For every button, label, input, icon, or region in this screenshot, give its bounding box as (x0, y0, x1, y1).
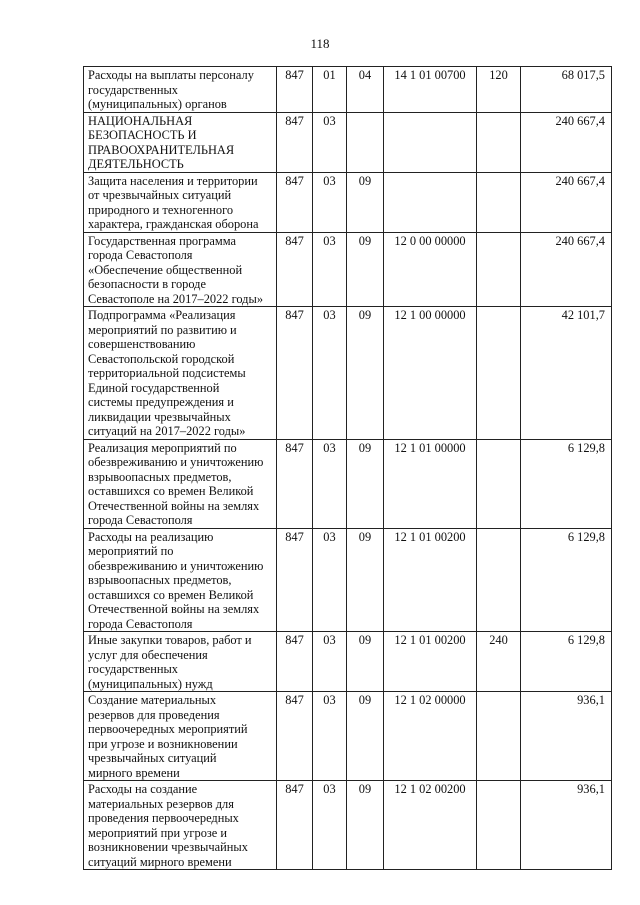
cell-item-name (84, 692, 277, 781)
cell-expense-type: 240 (477, 632, 521, 692)
cell-amount: 240 667,4 (521, 112, 612, 172)
cell-amount: 936,1 (521, 692, 612, 781)
table-row (84, 172, 612, 232)
cell-item-name (84, 232, 277, 307)
item-name-line: Отечественной войны на землях (88, 498, 260, 513)
item-name-line: БЕЗОПАСНОСТЬ И (88, 128, 197, 142)
cell-section-code: 01 (313, 67, 347, 113)
cell-subsection-code: 09 (347, 439, 384, 528)
cell-section-code: 03 (313, 781, 347, 870)
item-name-line: государственных (88, 82, 179, 97)
item-name-line: Расходы на выплаты персоналу (88, 68, 254, 82)
cell-expense-type (477, 232, 521, 307)
cell-target-article: 14 1 01 00700 (384, 67, 477, 113)
item-name-line: материальных резервов для (88, 796, 234, 811)
item-name-line: чрезвычайных ситуаций (88, 751, 217, 765)
item-name-line: ситуаций мирного времени (88, 854, 232, 869)
cell-target-article: 12 1 01 00200 (384, 632, 477, 692)
item-name-line: совершенствованию (88, 337, 196, 351)
table-row (84, 632, 612, 692)
cell-item-name (84, 632, 277, 692)
item-name-line: проведения первоочередных (88, 811, 239, 825)
cell-expense-type (477, 172, 521, 232)
cell-department-code: 847 (277, 307, 313, 440)
table-row (84, 232, 612, 307)
item-name-line: оставшихся со времен Великой (88, 587, 254, 602)
cell-item-name (84, 172, 277, 232)
cell-section-code: 03 (313, 692, 347, 781)
cell-expense-type (477, 307, 521, 440)
item-name-line: обезвреживанию и уничтожению (88, 558, 264, 573)
item-name-line: (муниципальных) нужд (88, 676, 213, 691)
item-name-line: услуг для обеспечения (88, 647, 208, 662)
budget-table-body (84, 67, 612, 870)
cell-amount: 936,1 (521, 781, 612, 870)
cell-item-name (84, 781, 277, 870)
item-name-line: взрывоопасных предметов, (88, 469, 232, 484)
item-name-line: города Севастополя (88, 513, 193, 527)
item-name-line: (муниципальных) органов (88, 97, 227, 111)
item-name-line: ликвидации чрезвычайных (88, 409, 231, 424)
table-row (84, 692, 612, 781)
cell-section-code: 03 (313, 307, 347, 440)
cell-subsection-code: 09 (347, 781, 384, 870)
cell-expense-type (477, 692, 521, 781)
cell-section-code: 03 (313, 439, 347, 528)
cell-section-code: 03 (313, 232, 347, 307)
cell-amount: 240 667,4 (521, 232, 612, 307)
item-name-line: первоочередных мероприятий (88, 722, 248, 736)
cell-department-code: 847 (277, 172, 313, 232)
item-name-line: Государственная программа (88, 233, 236, 248)
table-row (84, 528, 612, 632)
cell-department-code: 847 (277, 528, 313, 632)
cell-item-name (84, 307, 277, 440)
item-name-line: Реализация мероприятий по (88, 440, 237, 455)
item-name-line: ситуаций на 2017–2022 годы» (88, 424, 246, 438)
item-name-line: системы предупреждения и (88, 395, 234, 409)
cell-department-code: 847 (277, 232, 313, 307)
cell-subsection-code: 09 (347, 528, 384, 632)
cell-target-article: 12 0 00 00000 (384, 232, 477, 307)
item-name-line: резервов для проведения (88, 707, 220, 722)
cell-subsection-code: 09 (347, 632, 384, 692)
cell-amount: 6 129,8 (521, 439, 612, 528)
cell-subsection-code: 09 (347, 692, 384, 781)
cell-target-article: 12 1 02 00200 (384, 781, 477, 870)
cell-department-code: 847 (277, 439, 313, 528)
item-name-line: Создание материальных (88, 693, 217, 707)
cell-department-code: 847 (277, 781, 313, 870)
cell-target-article: 12 1 01 00000 (384, 439, 477, 528)
item-name-line: Севастополе на 2017–2022 годы» (88, 291, 264, 306)
item-name-line: Отечественной войны на землях (88, 602, 260, 616)
cell-department-code: 847 (277, 67, 313, 113)
item-name-line: города Севастополя (88, 248, 193, 262)
cell-subsection-code: 09 (347, 307, 384, 440)
cell-target-article (384, 112, 477, 172)
item-name-line: ПРАВООХРАНИТЕЛЬНАЯ (88, 142, 235, 157)
cell-item-name (84, 439, 277, 528)
table-row (84, 112, 612, 172)
table-row (84, 67, 612, 113)
cell-amount: 68 017,5 (521, 67, 612, 113)
page-number: 118 (310, 36, 330, 51)
cell-department-code: 847 (277, 632, 313, 692)
item-name-line: мероприятий при угрозе и (88, 825, 228, 840)
cell-section-code: 03 (313, 632, 347, 692)
item-name-line: мероприятий по (88, 544, 174, 558)
item-name-line: оставшихся со времен Великой (88, 484, 254, 498)
item-name-line: безопасности в городе (88, 277, 206, 291)
cell-subsection-code: 09 (347, 232, 384, 307)
item-name-line: НАЦИОНАЛЬНАЯ (88, 113, 193, 128)
item-name-line: Севастопольской городской (88, 351, 235, 366)
item-name-line: мероприятий по развитию и (88, 322, 237, 337)
item-name-line: взрывоопасных предметов, (88, 573, 232, 587)
table-row (84, 781, 612, 870)
cell-amount: 6 129,8 (521, 528, 612, 632)
item-name-line: Защита населения и территории (88, 173, 258, 188)
cell-target-article: 12 1 02 00000 (384, 692, 477, 781)
item-name-line: обезвреживанию и уничтожению (88, 455, 264, 469)
item-name-line: территориальной подсистемы (88, 366, 246, 380)
cell-section-code: 03 (313, 528, 347, 632)
item-name-line: природного и техногенного (88, 202, 234, 217)
cell-item-name (84, 528, 277, 632)
cell-department-code: 847 (277, 112, 313, 172)
cell-expense-type (477, 439, 521, 528)
cell-amount: 240 667,4 (521, 172, 612, 232)
item-name-line: Иные закупки товаров, работ и (88, 633, 252, 647)
cell-item-name (84, 112, 277, 172)
item-name-line: возникновении чрезвычайных (88, 840, 248, 854)
cell-expense-type (477, 112, 521, 172)
cell-expense-type (477, 528, 521, 632)
item-name-line: Расходы на создание (88, 782, 198, 796)
item-name-line: города Севастополя (88, 616, 193, 631)
item-name-line: ДЕЯТЕЛЬНОСТЬ (88, 157, 184, 171)
cell-section-code: 03 (313, 172, 347, 232)
item-name-line: Расходы на реализацию (88, 529, 214, 544)
item-name-line: от чрезвычайных ситуаций (88, 188, 232, 202)
cell-subsection-code: 04 (347, 67, 384, 113)
cell-item-name (84, 67, 277, 113)
cell-section-code: 03 (313, 112, 347, 172)
table-row (84, 439, 612, 528)
item-name-line: государственных (88, 662, 179, 676)
cell-amount: 42 101,7 (521, 307, 612, 440)
item-name-line: «Обеспечение общественной (88, 262, 243, 277)
cell-subsection-code (347, 112, 384, 172)
item-name-line: характера, гражданская оборона (88, 217, 259, 231)
item-name-line: мирного времени (88, 765, 180, 780)
cell-target-article: 12 1 00 00000 (384, 307, 477, 440)
item-name-line: Единой государственной (88, 380, 220, 395)
item-name-line: при угрозе и возникновении (88, 736, 238, 751)
cell-expense-type: 120 (477, 67, 521, 113)
table-row (84, 307, 612, 440)
cell-target-article: 12 1 01 00200 (384, 528, 477, 632)
cell-target-article (384, 172, 477, 232)
cell-subsection-code: 09 (347, 172, 384, 232)
item-name-line: Подпрограмма «Реализация (88, 308, 236, 322)
cell-department-code: 847 (277, 692, 313, 781)
cell-amount: 6 129,8 (521, 632, 612, 692)
cell-expense-type (477, 781, 521, 870)
budget-table (83, 66, 612, 870)
